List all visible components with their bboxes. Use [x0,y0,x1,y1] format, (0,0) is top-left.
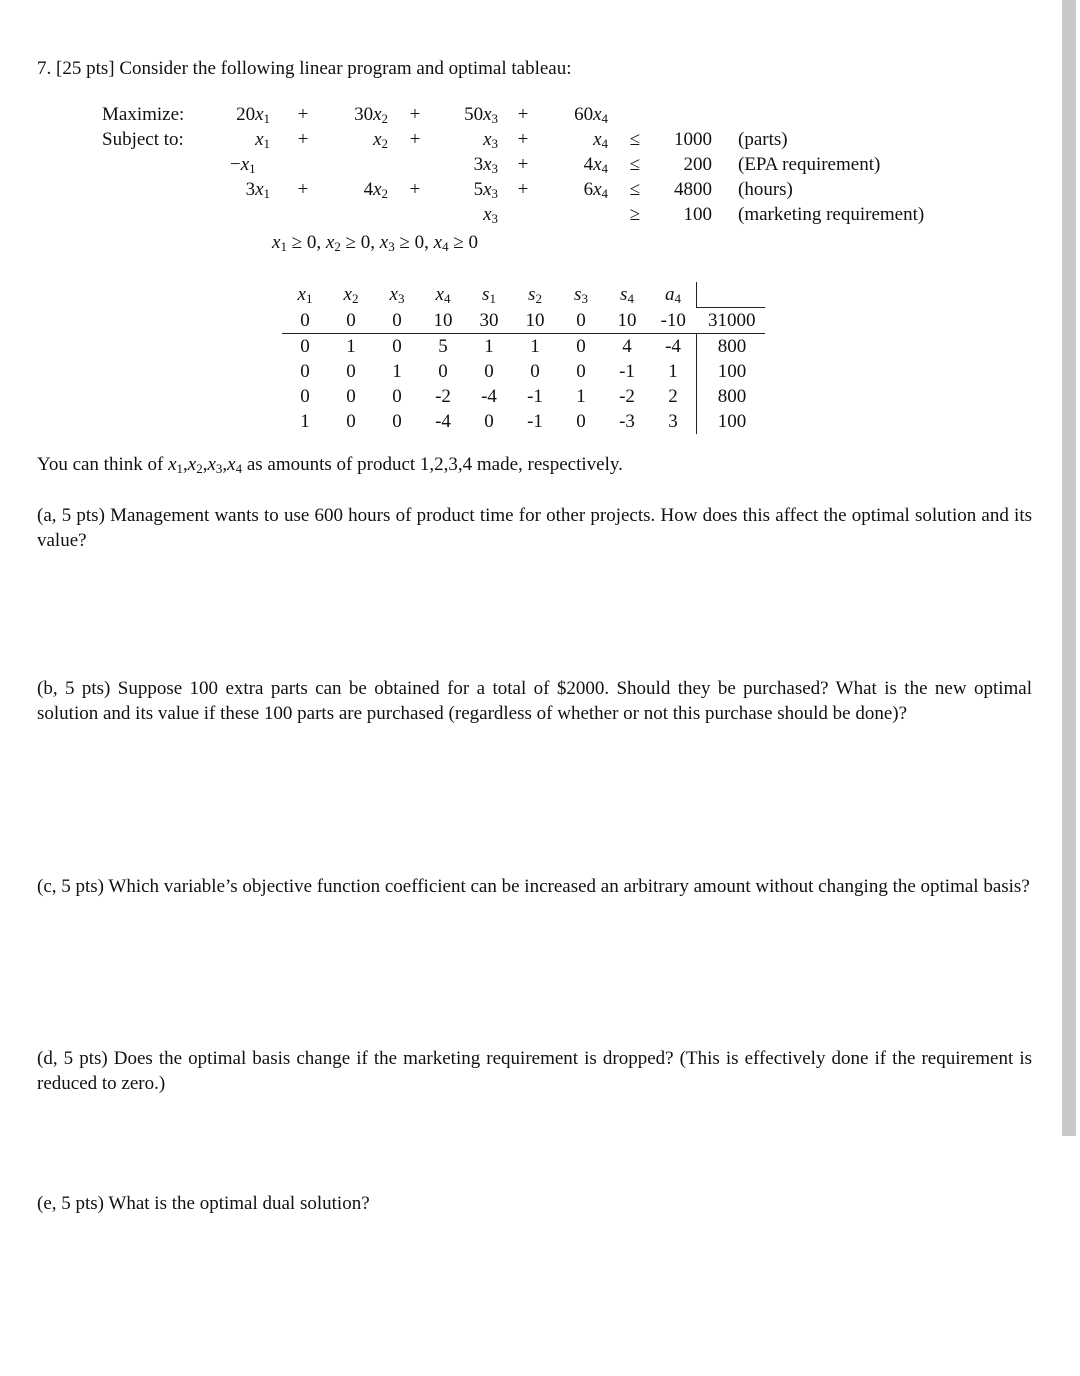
tableau-cell: -10 [650,308,697,334]
plus-sign: + [409,179,421,200]
tableau-row [282,384,765,409]
tableau-cell: 0 [484,411,494,432]
tableau-cell: 0 [300,386,310,407]
tableau-cell: -2 [619,386,635,407]
tableau-cell: 0 [392,336,402,357]
tableau-cell: 4 [622,336,632,357]
tableau-cell: 0 [328,308,374,334]
tableau-cell: 0 [374,308,420,334]
c4-relation: ≥ [629,204,641,225]
tableau-header: $x_2$ [343,284,359,307]
plus-sign: + [297,104,309,125]
obj-term-4: $60x_4$ [574,104,608,126]
tableau-row [282,359,765,384]
tableau-header: $s_1$ [482,284,496,307]
c1-relation: ≤ [629,129,641,150]
tableau-cell: 0 [576,336,586,357]
tableau-header: $x_1$ [297,284,313,307]
c2-term-3: $3x_3$ [473,154,498,176]
c1-term-3: $x_3$ [483,129,498,151]
tableau-cell: 0 [576,361,586,382]
tableau-cell: 1 [668,361,678,382]
tableau-cell: 0 [484,361,494,382]
tableau-header: $s_4$ [620,284,634,307]
nonnegativity: $x_1 \ge 0$, $x_2 \ge 0$, $x_3 \ge 0$, $x_4 \ge 0$ [272,232,478,254]
obj-term-2: $30x_2$ [354,104,388,126]
tableau-cell: -3 [619,411,635,432]
subject-to-label: Subject to: [102,129,184,150]
tableau-cell: -4 [481,386,497,407]
question-a: (a, 5 pts) Management wants to use 600 hours of product time for other projects. How does this affect the optimal solution and its value? [37,505,1032,551]
c1-note: (parts) [738,129,788,150]
tableau-cell: 0 [346,386,356,407]
plus-sign: + [517,179,529,200]
tableau-rhs-cell: 800 [697,334,766,360]
tableau-cell: 10 [604,308,650,334]
tableau-cell: 0 [346,361,356,382]
tableau-header: $x_4$ [435,284,451,307]
tableau-cell: 0 [300,336,310,357]
scrollbar[interactable] [1062,0,1076,1136]
obj-term-3: $50x_3$ [464,104,498,126]
c3-term-3: $5x_3$ [473,179,498,201]
c4-term-3: $x_3$ [483,204,498,226]
plus-sign: + [517,104,529,125]
c2-term-4: $4x_4$ [583,154,608,176]
plus-sign: + [297,179,309,200]
tableau-cell: -2 [435,386,451,407]
question-b: (b, 5 pts) Suppose 100 extra parts can be obtained for a total of $2000. Should they be purchased? What is the new optimal solution and its value if these 100 parts are purchased (regardless of whether or not this purchase should be done)? [37,678,1032,724]
tableau-rhs-cell: 31000 [697,308,766,334]
tableau-cell: -4 [435,411,451,432]
problem-header: 7. [25 pts] Consider the following linear program and optimal tableau: [37,58,572,79]
tableau-cell: 10 [512,308,558,334]
tableau-row [282,308,765,334]
plus-sign: + [409,104,421,125]
tableau-cell: 0 [558,308,604,334]
c2-rhs: 200 [683,154,712,175]
plus-sign: + [517,129,529,150]
tableau-cell: 1 [392,361,402,382]
plus-sign: + [297,129,309,150]
c4-rhs: 100 [683,204,712,225]
intro-text: You can think of $x_1,x_2,x_3,x_4$ as amounts of product 1,2,3,4 made, respectively. [37,454,623,476]
obj-term-1: $20x_1$ [236,104,270,126]
tableau-cell: 0 [300,361,310,382]
c2-relation: ≤ [629,154,641,175]
tableau-cell: -1 [527,386,543,407]
tableau-header: $s_3$ [574,284,588,307]
plus-sign: + [409,129,421,150]
tableau-header: $a_4$ [665,284,681,307]
tableau-cell: 0 [346,411,356,432]
tableau-row [282,334,765,360]
tableau-cell: 0 [282,308,328,334]
tableau-cell: 1 [346,336,356,357]
c3-relation: ≤ [629,179,641,200]
tableau-cell: 0 [392,386,402,407]
tableau-cell: 0 [576,411,586,432]
c2-term-1: $-x_1$ [230,154,256,176]
c1-term-2: $x_2$ [373,129,388,151]
c2-note: (EPA requirement) [738,154,881,175]
tableau-header-row [282,282,765,308]
tableau-rhs-cell: 100 [697,359,766,384]
c3-term-1: $3x_1$ [245,179,270,201]
tableau-rhs-cell: 100 [697,409,766,434]
tableau-header: $x_3$ [389,284,405,307]
tableau-cell: -4 [665,336,681,357]
tableau-cell: 10 [420,308,466,334]
question-d: (d, 5 pts) Does the optimal basis change if the marketing requirement is dropped? (This is effectively done if the requirement is reduced to zero.) [37,1048,1032,1094]
tableau-cell: 2 [668,386,678,407]
tableau-cell: -1 [619,361,635,382]
tableau-cell: 0 [438,361,448,382]
tableau-cell: 0 [392,411,402,432]
tableau-cell: 1 [484,336,494,357]
tableau-row [282,409,765,434]
question-c: (c, 5 pts) Which variable’s objective function coefficient can be increased an arbitrary amount without changing the optimal basis? [37,876,1030,897]
c4-note: (marketing requirement) [738,204,925,225]
c1-term-4: $x_4$ [593,129,608,151]
optimal-tableau [282,282,765,434]
tableau-cell: 1 [576,386,586,407]
c1-term-1: $x_1$ [255,129,270,151]
maximize-label: Maximize: [102,104,185,125]
c3-rhs: 4800 [674,179,712,200]
tableau-cell: 30 [466,308,512,334]
tableau-cell: 3 [668,411,678,432]
tableau-cell: 1 [300,411,310,432]
tableau-header-rhs [697,282,766,308]
tableau-rhs-cell: 800 [697,384,766,409]
plus-sign: + [517,154,529,175]
tableau-cell: 0 [530,361,540,382]
c3-term-4: $6x_4$ [583,179,608,201]
tableau-header: $s_2$ [528,284,542,307]
linear-program [102,102,982,262]
c1-rhs: 1000 [674,129,712,150]
tableau-cell: 5 [438,336,448,357]
tableau-cell: 1 [530,336,540,357]
question-e: (e, 5 pts) What is the optimal dual solution? [37,1193,370,1214]
c3-term-2: $4x_2$ [363,179,388,201]
tableau-cell: -1 [527,411,543,432]
c3-note: (hours) [738,179,793,200]
